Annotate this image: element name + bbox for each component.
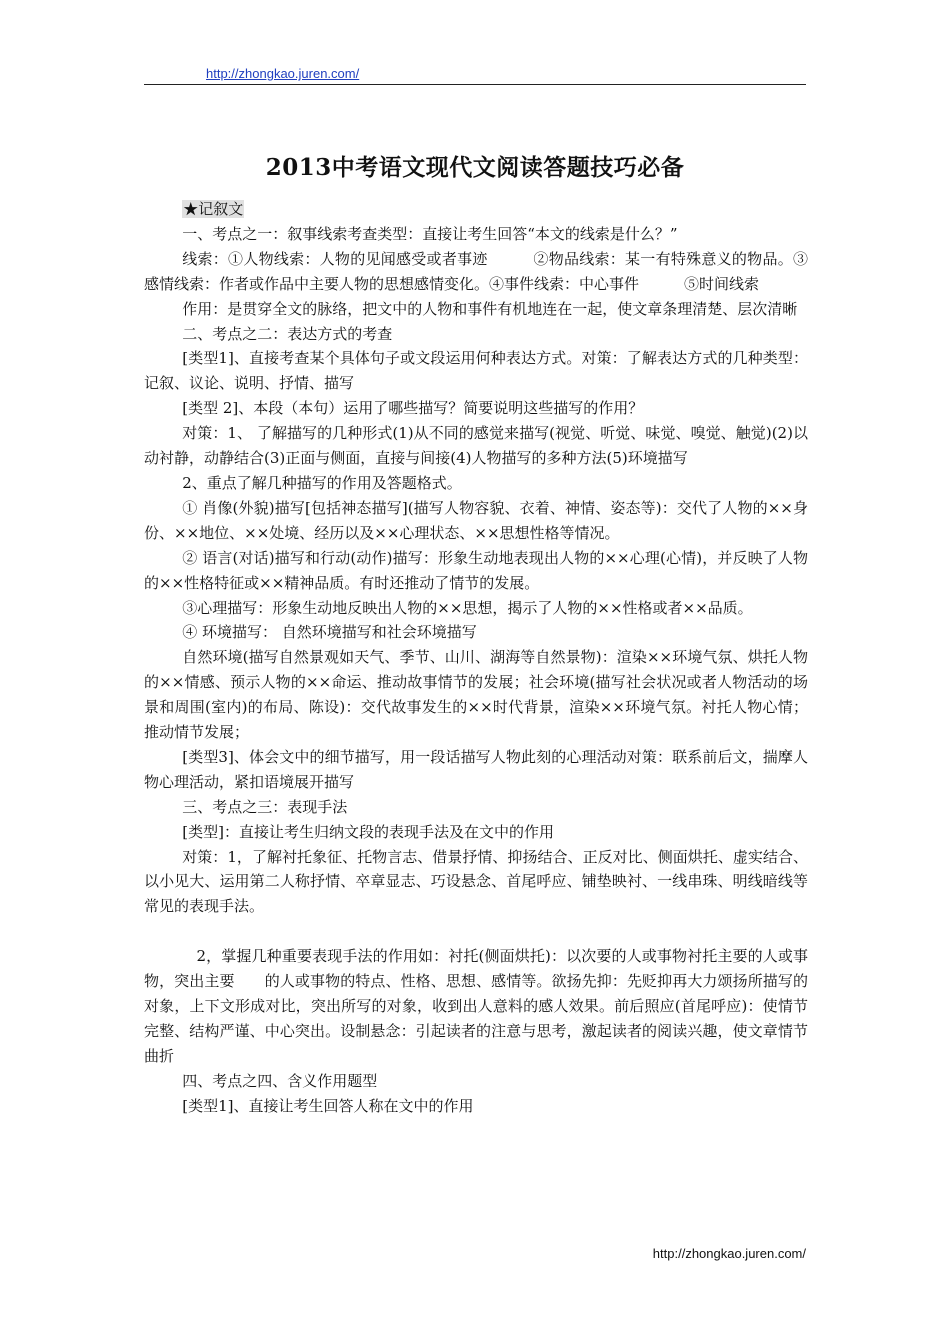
- paragraph: 三、考点之三：表现手法: [182, 797, 348, 816]
- paragraph: [类型1]、直接考查某个具体句子或文段运用何种表达方式。对策：了解表达方式的几种类型：记叙、议论、说明、抒情、描写: [144, 349, 808, 393]
- section-heading-narrative: ★记叙文: [183, 200, 244, 218]
- paragraph: 一、考点之一：叙事线索考查类型：直接让考生回答“本文的线索是什么？”: [182, 224, 678, 243]
- paragraph: ③心理描写：形象生动地反映出人物的××思想，揭示了人物的××性格或者××品质。: [182, 598, 753, 617]
- document-body: [144, 197, 808, 1119]
- footer-url: http://zhongkao.juren.com/: [652, 1246, 806, 1261]
- document-title: 2013中考语文现代文阅读答题技巧必备: [265, 154, 685, 181]
- paragraph: [类型]：直接让考生归纳文段的表现手法及在文中的作用: [182, 822, 554, 841]
- header-url-link[interactable]: http://zhongkao.juren.com/: [206, 66, 360, 81]
- paragraph: [类型3]、体会文中的细节描写，用一段话描写人物此刻的心理活动对策：联系前后文，揣摩人物心理活动，紧扣语境展开描写: [144, 747, 808, 791]
- paragraph: [类型1]、直接让考生回答人称在文中的作用: [182, 1096, 474, 1115]
- paragraph: ④ 环境描写： 自然环境描写和社会环境描写: [182, 623, 477, 642]
- blank-line: [144, 919, 808, 944]
- paragraph: 2，掌握几种重要表现手法的作用如：衬托(侧面烘托)：以次要的人或事物衬托主要的人或事物，突出主要 的人或事物的特点、性格、思想、感情等。欲扬先抑：先贬抑再大力颂扬所描写的对象，上下文形成对比，突出所写的对象，收到出人意料的感人效果。前后照应(首尾呼应)：使情节完整、结构严谨、中心突出。设制悬念：引起读者的注意与思考，激起读者的阅读兴趣，使文章情节曲折: [144, 947, 808, 1065]
- paragraph: 对策：1，了解衬托象征、托物言志、借景抒情、抑扬结合、正反对比、侧面烘托、虚实结合、以小见大、运用第二人称抒情、卒章显志、巧设悬念、首尾呼应、铺垫映衬、一线串珠、明线暗线等常见的表现手法。: [144, 847, 808, 916]
- paragraph: ② 语言(对话)描写和行动(动作)描写：形象生动地表现出人物的××心理(心情)，并反映了人物的××性格特征或××精神品质。有时还推动了情节的发展。: [144, 548, 808, 592]
- paragraph: 2、重点了解几种描写的作用及答题格式。: [182, 473, 462, 492]
- paragraph: ① 肖像(外貌)描写[包括神态描写](描写人物容貌、衣着、神情、姿态等)：交代了人物的××身份、××地位、××处境、经历以及××心理状态、××思想性格等情况。: [144, 498, 808, 542]
- paragraph: 二、考点之二：表达方式的考查: [182, 324, 393, 343]
- header-divider: [144, 84, 806, 85]
- paragraph: [类型 2]、本段（本句）运用了哪些描写？简要说明这些描写的作用？: [182, 399, 644, 418]
- paragraph: 作用：是贯穿全文的脉络，把文中的人物和事件有机地连在一起，使文章条理清楚、层次清晰: [182, 299, 798, 318]
- paragraph: 自然环境(描写自然景观如天气、季节、山川、湖海等自然景物)：渲染××环境气氛、烘托人物的××情感、预示人物的××命运、推动故事情节的发展；社会环境(描写社会状况或者人物活动的场景和周围(室内)的布局、陈设)：交代故事发生的××时代背景，渲染××环境气氛。衬托人物心情；推动情节发展；: [144, 648, 808, 742]
- paragraph: 线索：①人物线索：人物的见闻感受或者事迹 ②物品线索：某一有特殊意义的物品。③感情线索：作者或作品中主要人物的思想感情变化。④事件线索：中心事件 ⑤时间线索: [144, 249, 808, 293]
- paragraph: 四、考点之四、含义作用题型: [182, 1071, 378, 1090]
- paragraph: 对策：1、 了解描写的几种形式(1)从不同的感觉来描写(视觉、听觉、味觉、嗅觉、触觉)(2)以动衬静，动静结合(3)正面与侧面，直接与间接(4)人物描写的多种方法(5)环境描写: [144, 424, 808, 468]
